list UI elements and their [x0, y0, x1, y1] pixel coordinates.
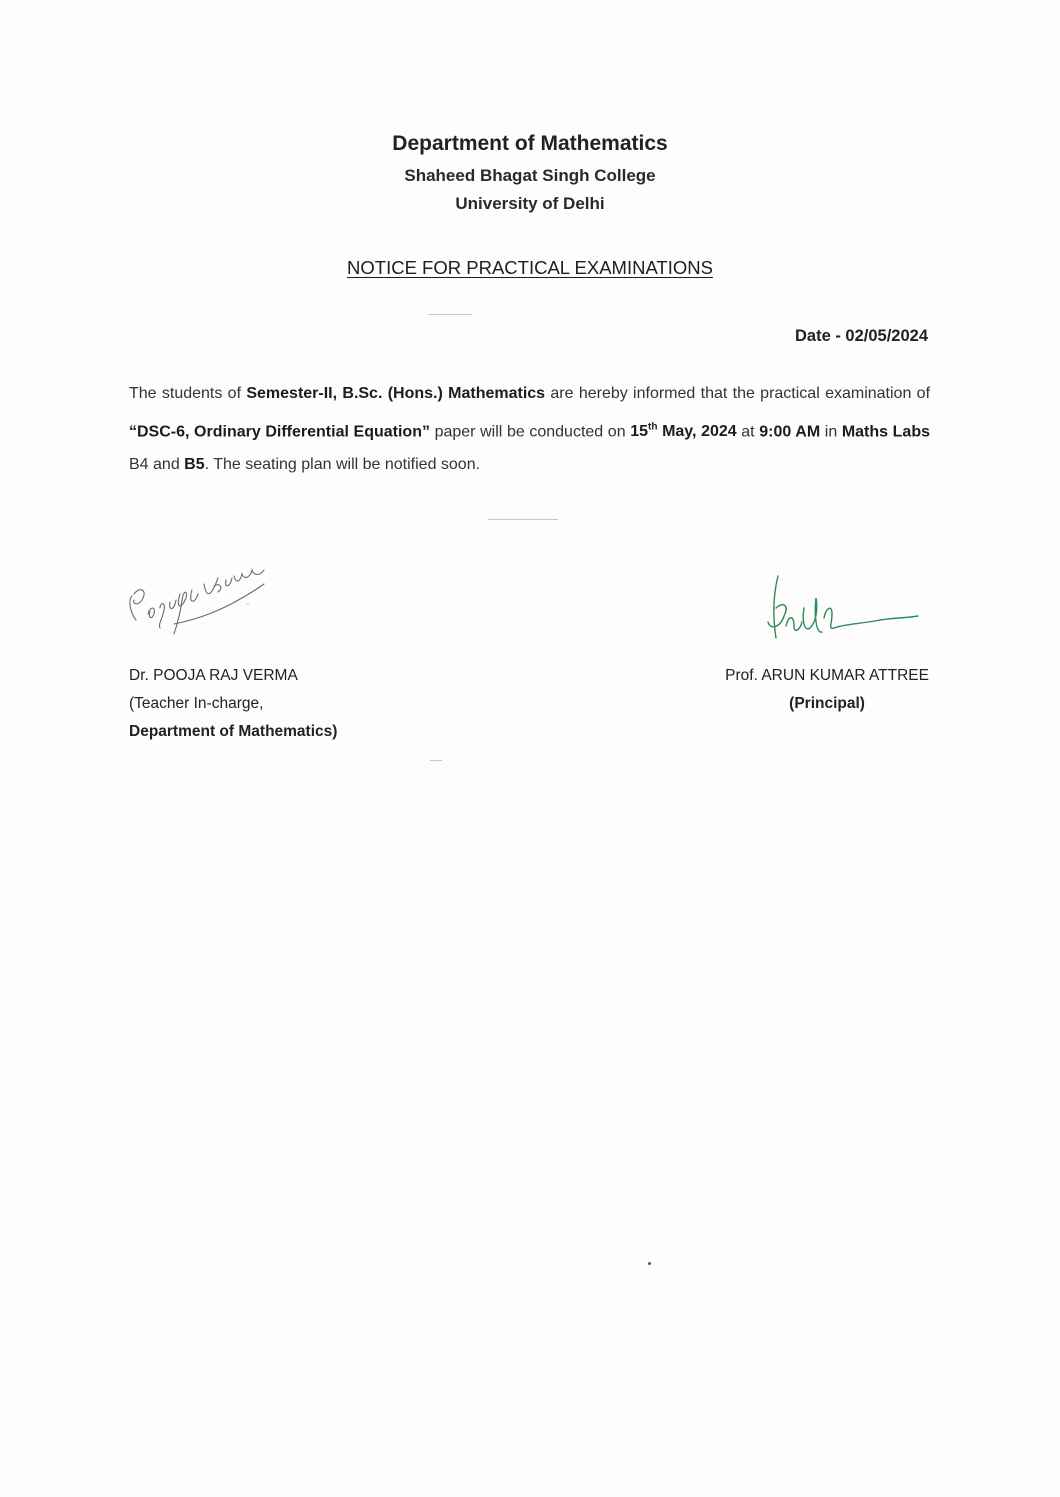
signatory-right [725, 662, 929, 718]
signatory-left [129, 662, 337, 746]
exam-lab: B5 [184, 456, 205, 474]
notice-body [129, 377, 930, 482]
notice-date: Date - 02/05/2024 [794, 327, 928, 345]
body-text-segment: in [820, 422, 842, 440]
signature-left-text: ~ [246, 602, 250, 608]
signatory-left-role-1: (Teacher In-charge, [129, 695, 264, 712]
exam-date-rest: May, 2024 [657, 422, 737, 440]
notice-title-text: NOTICE FOR PRACTICAL EXAMINATIONS [347, 257, 713, 278]
exam-time: 9:00 AM [759, 422, 821, 440]
department-name: Department of Mathematics [392, 132, 668, 155]
university-name: University of Delhi [455, 194, 605, 213]
signature-right [760, 568, 930, 648]
body-text-segment: are hereby informed that the practical examination of [545, 385, 931, 402]
body-text-segment: paper will be conducted on [429, 422, 631, 440]
semester-text: Semester-II, B.Sc. (Hons.) Mathematics [246, 385, 546, 402]
notice-title [0, 257, 1060, 279]
signature-left [114, 528, 284, 648]
signatory-right-name: Prof. ARUN KUMAR ATTREE [725, 667, 929, 684]
exam-date-day: 15 [630, 422, 649, 440]
exam-date-suffix: th [648, 421, 658, 433]
scan-dot [648, 1262, 651, 1265]
body-text-segment: . The seating plan will be notified soon. [204, 456, 481, 474]
body-text-segment: B4 and [129, 456, 185, 474]
paper-name: “DSC-6, Ordinary Differential Equation” [129, 422, 430, 440]
scan-mark [430, 760, 442, 761]
scan-mark [428, 314, 472, 315]
signatory-left-name: Dr. POOJA RAJ VERMA [129, 667, 298, 684]
body-text-segment: The students of [129, 385, 247, 402]
college-name: Shaheed Bhagat Singh College [404, 166, 656, 185]
scan-mark [488, 519, 558, 520]
body-text-segment: at [736, 422, 760, 440]
signatory-left-role-2: Department of Mathematics) [129, 723, 338, 740]
exam-date [630, 423, 736, 440]
signatory-right-role: (Principal) [789, 695, 865, 712]
exam-venue: Maths Labs [841, 422, 931, 440]
